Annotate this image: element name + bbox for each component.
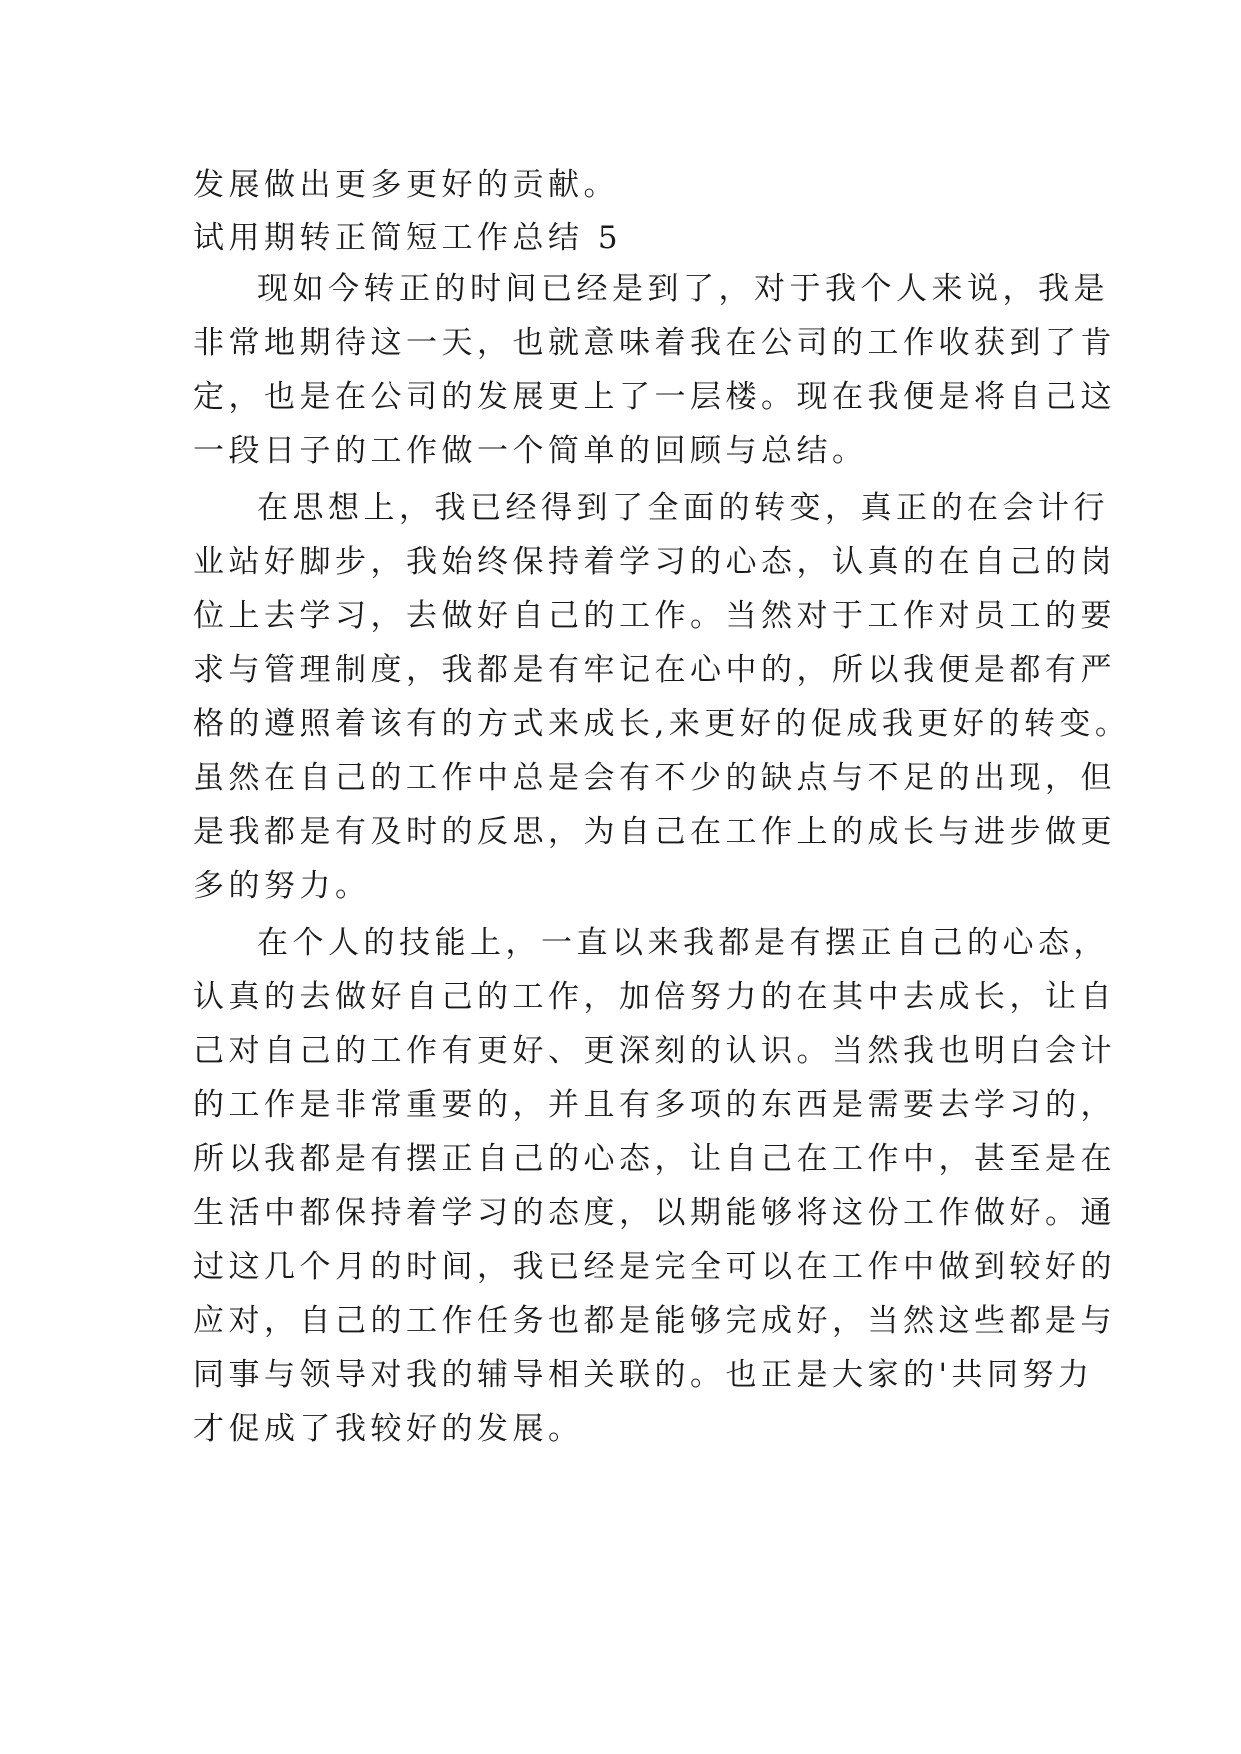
paragraph-line: 业站好脚步，我始终保持着学习的心态，认真的在自己的岗 xyxy=(193,544,1116,580)
paragraph-line: 位上去学习，去做好自己的工作。当然对于工作对员工的要 xyxy=(193,598,1116,634)
paragraph-line: 在个人的技能上，一直以来我都是有摆正自己的心态， xyxy=(257,925,1109,961)
paragraph-line: 多的努力。 xyxy=(193,868,371,904)
paragraph-line: 才促成了我较好的发展。 xyxy=(193,1411,584,1447)
paragraph-line: 发展做出更多更好的贡献。 xyxy=(193,167,619,203)
paragraph-line: 非常地期待这一天，也就意味着我在公司的工作收获到了肯 xyxy=(193,325,1116,361)
paragraph-line: 是我都是有及时的反思，为自己在工作上的成长与进步做更 xyxy=(193,814,1116,850)
paragraph-line: 过这几个月的时间，我已经是完全可以在工作中做到较好的 xyxy=(193,1249,1116,1285)
paragraph-line: 求与管理制度，我都是有牢记在心中的，所以我便是都有严 xyxy=(193,652,1116,688)
paragraph-line: 的工作是非常重要的，并且有多项的东西是需要去学习的， xyxy=(193,1087,1116,1123)
paragraph-line: 所以我都是有摆正自己的心态，让自己在工作中，甚至是在 xyxy=(193,1141,1116,1177)
section-heading: 试用期转正简短工作总结 5 xyxy=(193,220,623,256)
paragraph-line: 同事与领导对我的辅导相关联的。也正是大家的'共同努力 xyxy=(193,1357,1094,1393)
paragraph-line: 应对，自己的工作任务也都是能够完成好，当然这些都是与 xyxy=(193,1303,1116,1339)
paragraph-line: 己对自己的工作有更好、更深刻的认识。当然我也明白会计 xyxy=(193,1033,1116,1069)
paragraph-line: 认真的去做好自己的工作，加倍努力的在其中去成长，让自 xyxy=(193,979,1116,1015)
paragraph-line: 定，也是在公司的发展更上了一层楼。现在我便是将自己这 xyxy=(193,379,1116,415)
paragraph-line: 一段日子的工作做一个简单的回顾与总结。 xyxy=(193,433,868,469)
paragraph-line: 生活中都保持着学习的态度，以期能够将这份工作做好。通 xyxy=(193,1195,1116,1231)
paragraph-line: 在思想上，我已经得到了全面的转变，真正的在会计行 xyxy=(257,490,1109,526)
paragraph-line: 格的遵照着该有的方式来成长,来更好的促成我更好的转变。 xyxy=(193,706,1131,742)
paragraph-line: 现如今转正的时间已经是到了，对于我个人来说，我是 xyxy=(257,271,1109,307)
paragraph-line: 虽然在自己的工作中总是会有不少的缺点与不足的出现，但 xyxy=(193,760,1116,796)
